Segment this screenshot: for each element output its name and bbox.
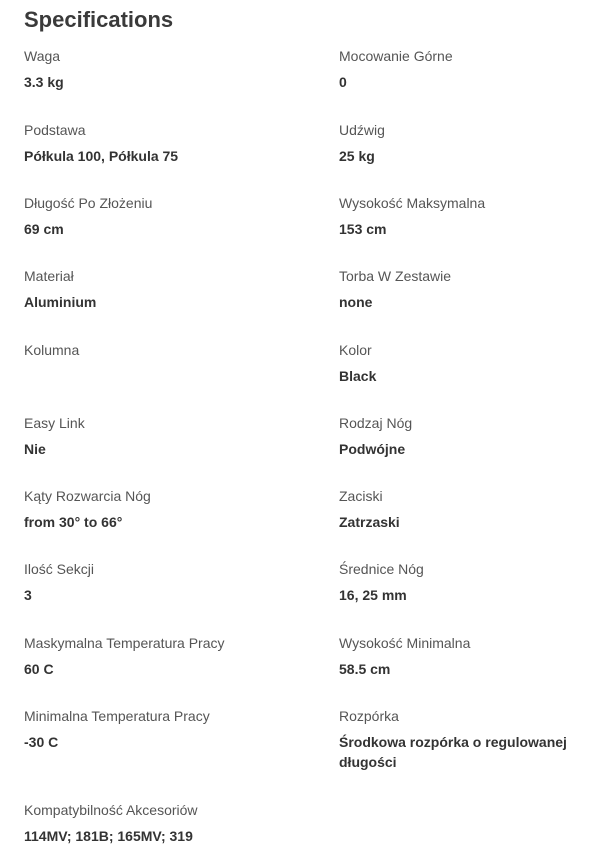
spec-item-wysokosc-maksymalna — [339, 194, 589, 239]
spec-item-kompatybilnosc-akcesoriow — [24, 801, 424, 846]
spec-value: 60 C — [24, 661, 54, 677]
spec-value: 69 cm — [24, 221, 64, 237]
spec-value: Środkowa rozpórka o regulowanej długości — [339, 734, 567, 770]
spec-label: Kompatybilność Akcesoriów — [24, 802, 198, 818]
specifications-heading: Specifications — [24, 7, 174, 32]
spec-label: Waga — [24, 48, 61, 64]
spec-value: 3 — [24, 587, 32, 603]
spec-value: from 30° to 66° — [24, 514, 123, 530]
spec-label: Zaciski — [339, 488, 383, 504]
spec-item-podstawa — [24, 121, 274, 166]
spec-item-dlugosc-po-zlozeniu — [24, 194, 274, 239]
spec-label: Minimalna Temperatura Pracy — [24, 708, 210, 724]
spec-item-easy-link — [24, 414, 274, 459]
spec-label: Średnice Nóg — [339, 561, 424, 577]
spec-label: Długość Po Złożeniu — [24, 195, 153, 211]
spec-value: 3.3 kg — [24, 74, 64, 90]
spec-label: Kąty Rozwarcia Nóg — [24, 488, 151, 504]
spec-item-srednice-nog — [339, 560, 589, 605]
spec-item-kolor — [339, 341, 589, 386]
spec-label: Rozpórka — [339, 708, 399, 724]
spec-value: 0 — [339, 74, 347, 90]
spec-label: Wysokość Minimalna — [339, 635, 471, 651]
spec-label: Mocowanie Górne — [339, 48, 453, 64]
spec-item-waga — [24, 47, 274, 92]
spec-value: Podwójne — [339, 441, 406, 457]
spec-value: Aluminium — [24, 294, 97, 310]
spec-label: Kolumna — [24, 342, 80, 358]
spec-label: Torba W Zestawie — [339, 268, 452, 284]
spec-item-maksymalna-temperatura-pracy — [24, 634, 274, 679]
spec-value: -30 C — [24, 734, 59, 750]
spec-label: Ilość Sekcji — [24, 561, 95, 577]
spec-value: Nie — [24, 441, 46, 457]
spec-value: Black — [339, 368, 377, 384]
spec-item-udzwig — [339, 121, 589, 166]
spec-item-material — [24, 267, 274, 312]
spec-value: none — [339, 294, 373, 310]
spec-label: Podstawa — [24, 122, 86, 138]
spec-value: 16, 25 mm — [339, 587, 407, 603]
spec-item-zaciski — [339, 487, 589, 532]
spec-label: Maskymalna Temperatura Pracy — [24, 635, 225, 651]
spec-item-ilosc-sekcji — [24, 560, 274, 605]
spec-label: Wysokość Maksymalna — [339, 195, 486, 211]
spec-item-rozporka — [339, 707, 589, 772]
spec-value: 153 cm — [339, 221, 387, 237]
spec-item-kolumna — [24, 341, 274, 366]
spec-item-minimalna-temperatura-pracy — [24, 707, 274, 752]
spec-item-katy-rozwarcia-nog — [24, 487, 274, 532]
spec-value: 25 kg — [339, 148, 375, 164]
spec-item-rodzaj-nog — [339, 414, 589, 459]
spec-item-torba-w-zestawie — [339, 267, 589, 312]
spec-item-wysokosc-minimalna — [339, 634, 589, 679]
spec-label: Kolor — [339, 342, 372, 358]
spec-value: Zatrzaski — [339, 514, 400, 530]
spec-label: Easy Link — [24, 415, 85, 431]
spec-value: Półkula 100, Półkula 75 — [24, 148, 179, 164]
spec-label: Rodzaj Nóg — [339, 415, 413, 431]
spec-label: Materiał — [24, 268, 74, 284]
spec-value: 114MV; 181B; 165MV; 319 — [24, 828, 193, 844]
spec-value: 58.5 cm — [339, 661, 391, 677]
spec-item-mocowanie-gorne — [339, 47, 589, 92]
spec-label: Udźwig — [339, 122, 385, 138]
